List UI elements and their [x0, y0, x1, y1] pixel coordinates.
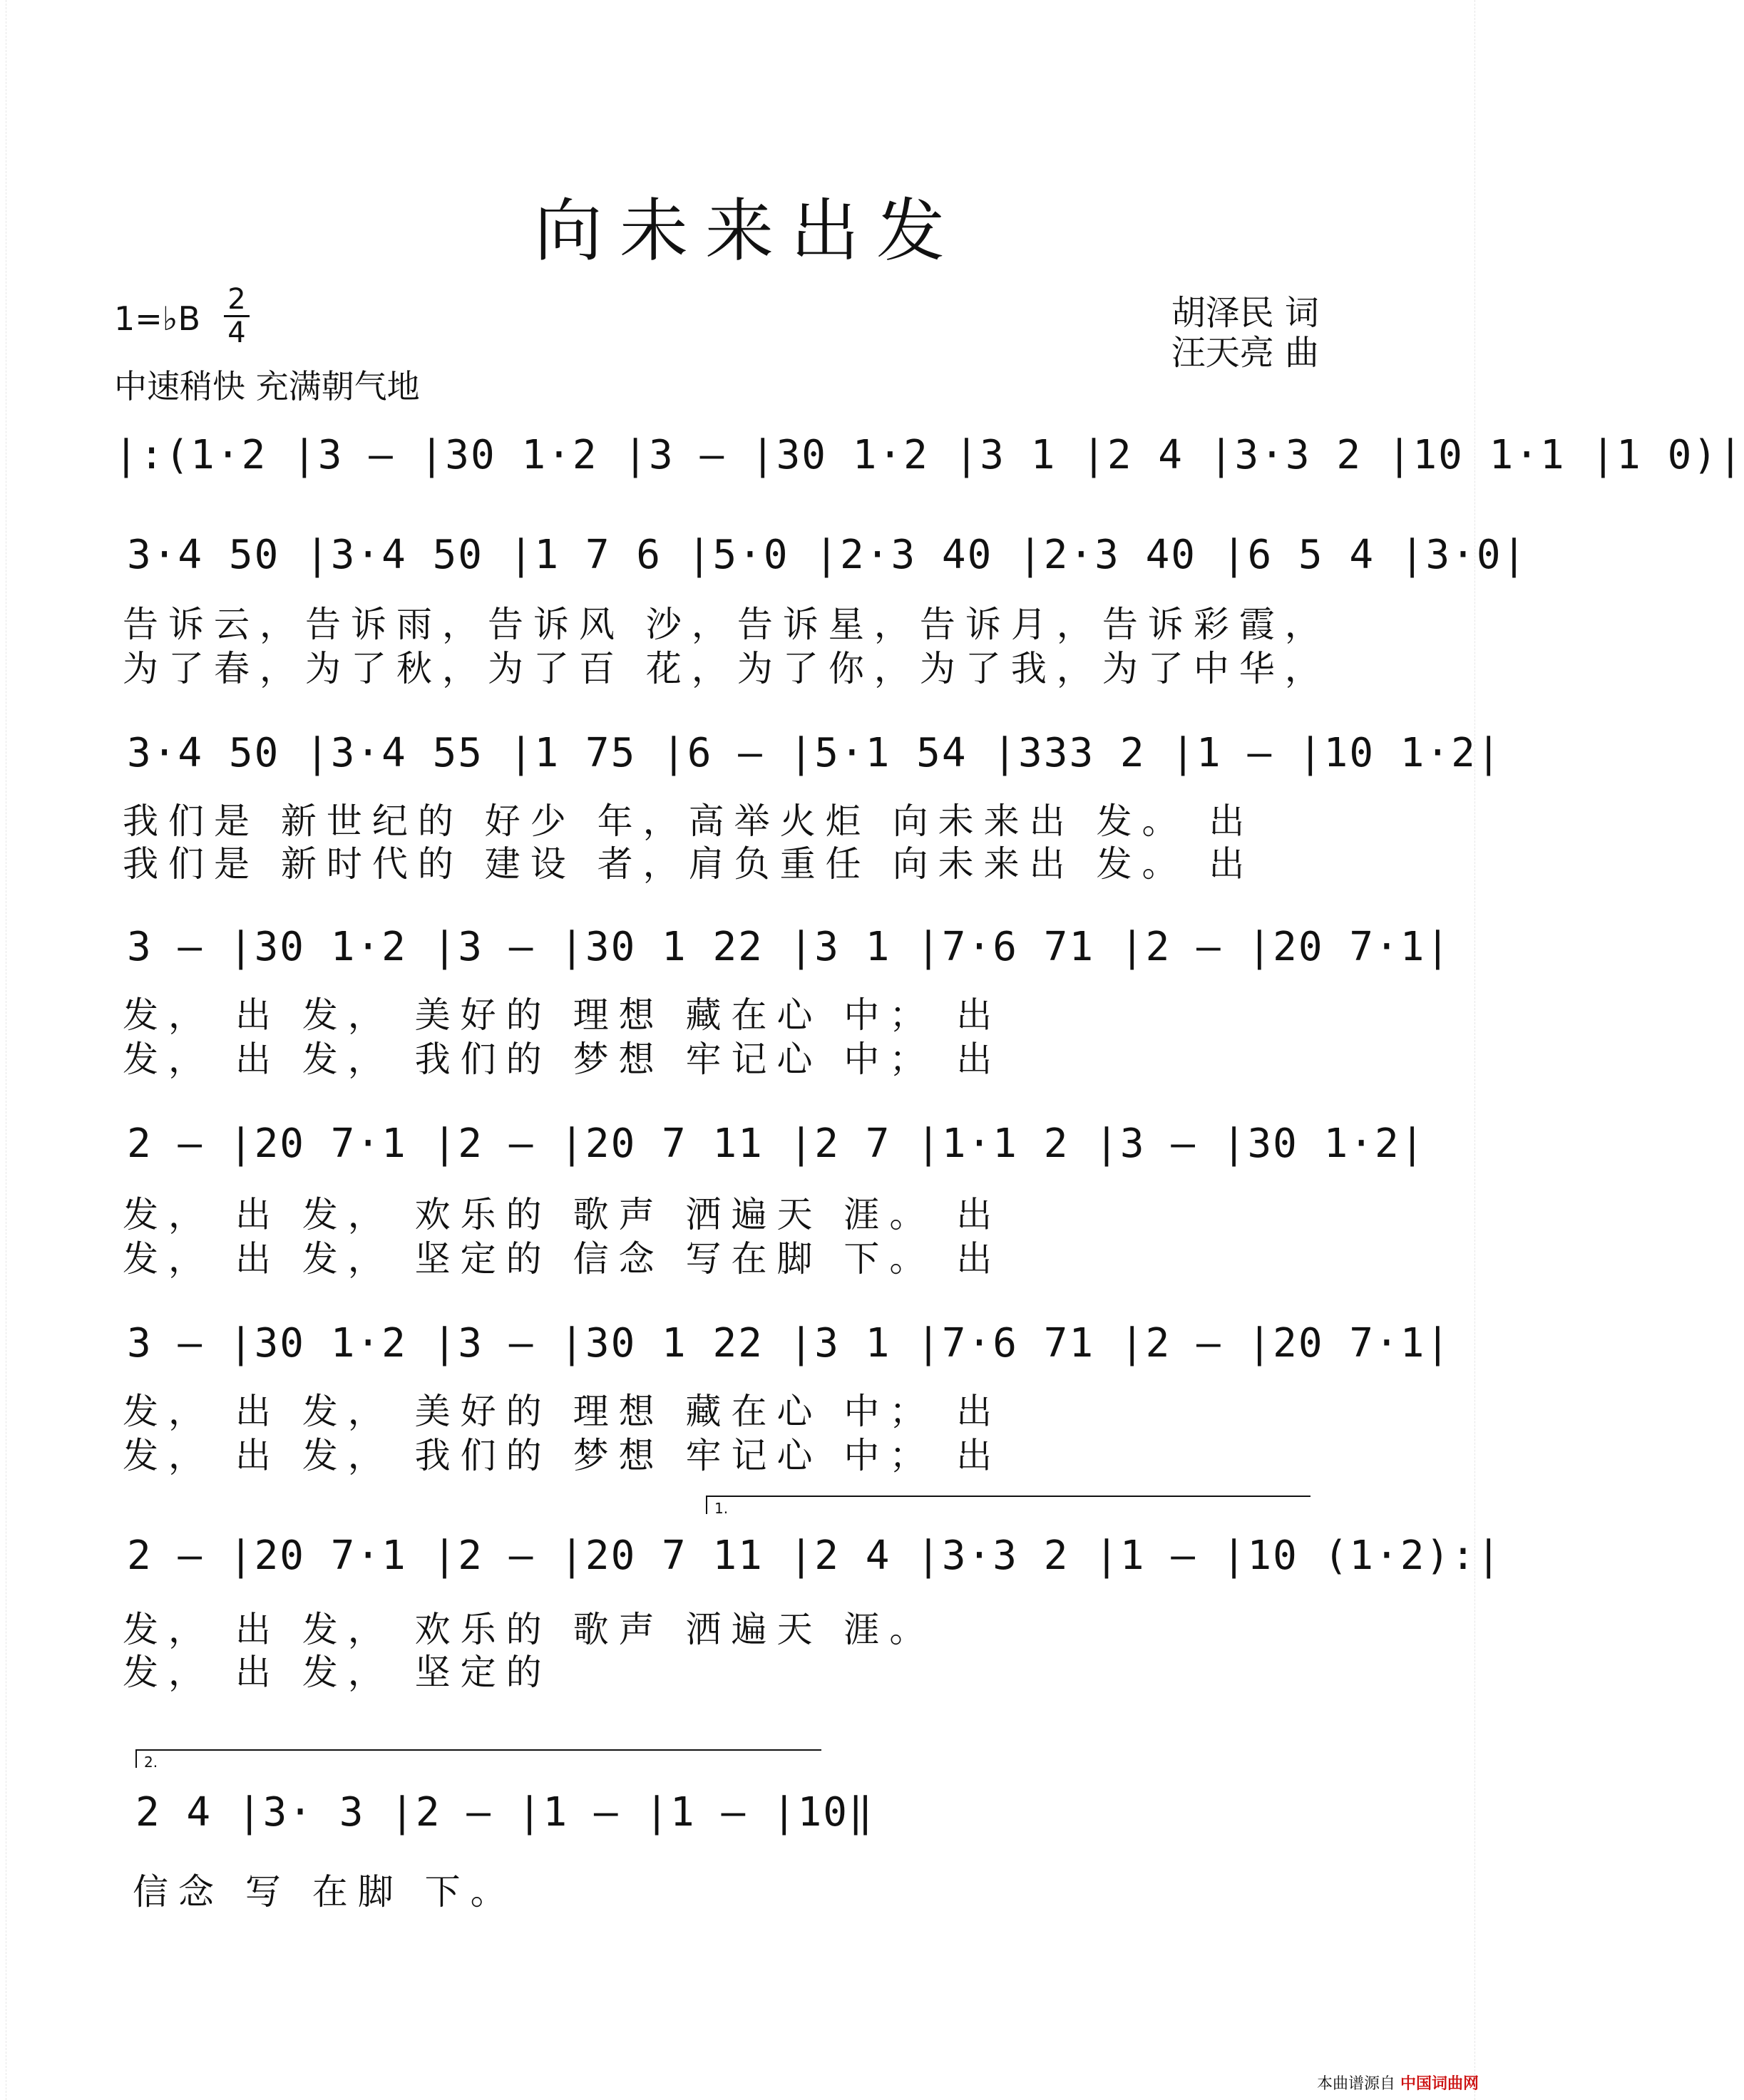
left-watermark-strip: [6, 0, 22, 2100]
score-row-7-notes: 2 – |20 7·1 |2 – |20 7 11 |2 4 |3·3 2 |1 – |10 (1·2):|: [127, 1533, 1502, 1579]
time-bottom: 4: [227, 316, 246, 349]
row-5-lyrics-verse-2: 发， 出 发， 坚定的 信念 写在脚 下。 出: [123, 1238, 1002, 1280]
footer-source-text: 本曲谱源自: [1316, 2075, 1395, 2093]
composer-credit: 汪天亮 曲: [1171, 333, 1319, 373]
row-8-lyrics: 信念 写 在脚 下。: [133, 1871, 516, 1913]
first-ending-bracket: [706, 1496, 1310, 1517]
row-2-lyrics-verse-2: 为了春，为了秋，为了百 花，为了你，为了我，为了中华，: [123, 648, 1330, 689]
score-row-5-notes: 2 – |20 7·1 |2 – |20 7 11 |2 7 |1·1 2 |3 – |30 1·2|: [127, 1121, 1426, 1167]
row-4-lyrics-verse-2: 发， 出 发， 我们的 梦想 牢记心 中； 出: [123, 1039, 1002, 1080]
key-text: 1=♭B: [114, 299, 201, 338]
footer-site-link[interactable]: 中国词曲网: [1400, 2075, 1479, 2093]
score-row-4-notes: 3 – |30 1·2 |3 – |30 1 22 |3 1 |7·6 71 |2 – |20 7·1|: [127, 924, 1452, 970]
first-ending-label: 1.: [714, 1500, 729, 1517]
right-watermark-strip: [1474, 0, 1491, 2100]
row-6-lyrics-verse-1: 发， 出 发， 美好的 理想 藏在心 中； 出: [123, 1391, 1002, 1432]
row-6-lyrics-verse-2: 发， 出 发， 我们的 梦想 牢记心 中； 出: [123, 1435, 1002, 1476]
time-signature: [222, 284, 251, 349]
lyricist-credit: 胡泽民 词: [1171, 293, 1319, 333]
row-7-lyrics-verse-1: 发， 出 发， 欢乐的 歌声 洒遍天 涯。: [123, 1609, 935, 1650]
time-top: 2: [227, 283, 246, 316]
score-row-6-notes: 3 – |30 1·2 |3 – |30 1 22 |3 1 |7·6 71 |2 – |20 7·1|: [127, 1320, 1452, 1366]
row-3-lyrics-verse-2: 我们是 新时代的 建设 者，肩负重任 向未来出 发。 出: [123, 843, 1255, 885]
score-row-1-notes: |:(1·2 |3 – |30 1·2 |3 – |30 1·2 |3 1 |2 4 |3·3 2 |10 1·1 |1 0)|: [114, 432, 1744, 478]
row-4-lyrics-verse-1: 发， 出 发， 美好的 理想 藏在心 中； 出: [123, 994, 1002, 1036]
score-row-8-notes: 2 4 |3· 3 |2 – |1 – |1 – |10‖: [135, 1789, 874, 1836]
second-ending-bracket: [135, 1749, 821, 1771]
row-2-lyrics-verse-1: 告诉云，告诉雨，告诉风 沙，告诉星，告诉月，告诉彩霞，: [123, 604, 1330, 645]
row-3-lyrics-verse-1: 我们是 新世纪的 好少 年，高举火炬 向未来出 发。 出: [123, 801, 1255, 842]
source-footer: [1317, 2071, 1479, 2094]
tempo-marking: 中速稍快 充满朝气地: [114, 367, 420, 406]
key-signature: [114, 299, 200, 338]
second-ending-label: 2.: [144, 1754, 158, 1771]
score-row-2-notes: 3·4 50 |3·4 50 |1 7 6 |5·0 |2·3 40 |2·3 40 |6 5 4 |3·0|: [127, 532, 1528, 578]
score-row-3-notes: 3·4 50 |3·4 55 |1 75 |6 – |5·1 54 |333 2 |1 – |10 1·2|: [127, 730, 1502, 776]
row-7-lyrics-verse-2: 发， 出 发， 坚定的: [123, 1652, 552, 1693]
song-title: 向未来出发: [534, 191, 962, 271]
row-5-lyrics-verse-1: 发， 出 发， 欢乐的 歌声 洒遍天 涯。 出: [123, 1194, 1002, 1235]
